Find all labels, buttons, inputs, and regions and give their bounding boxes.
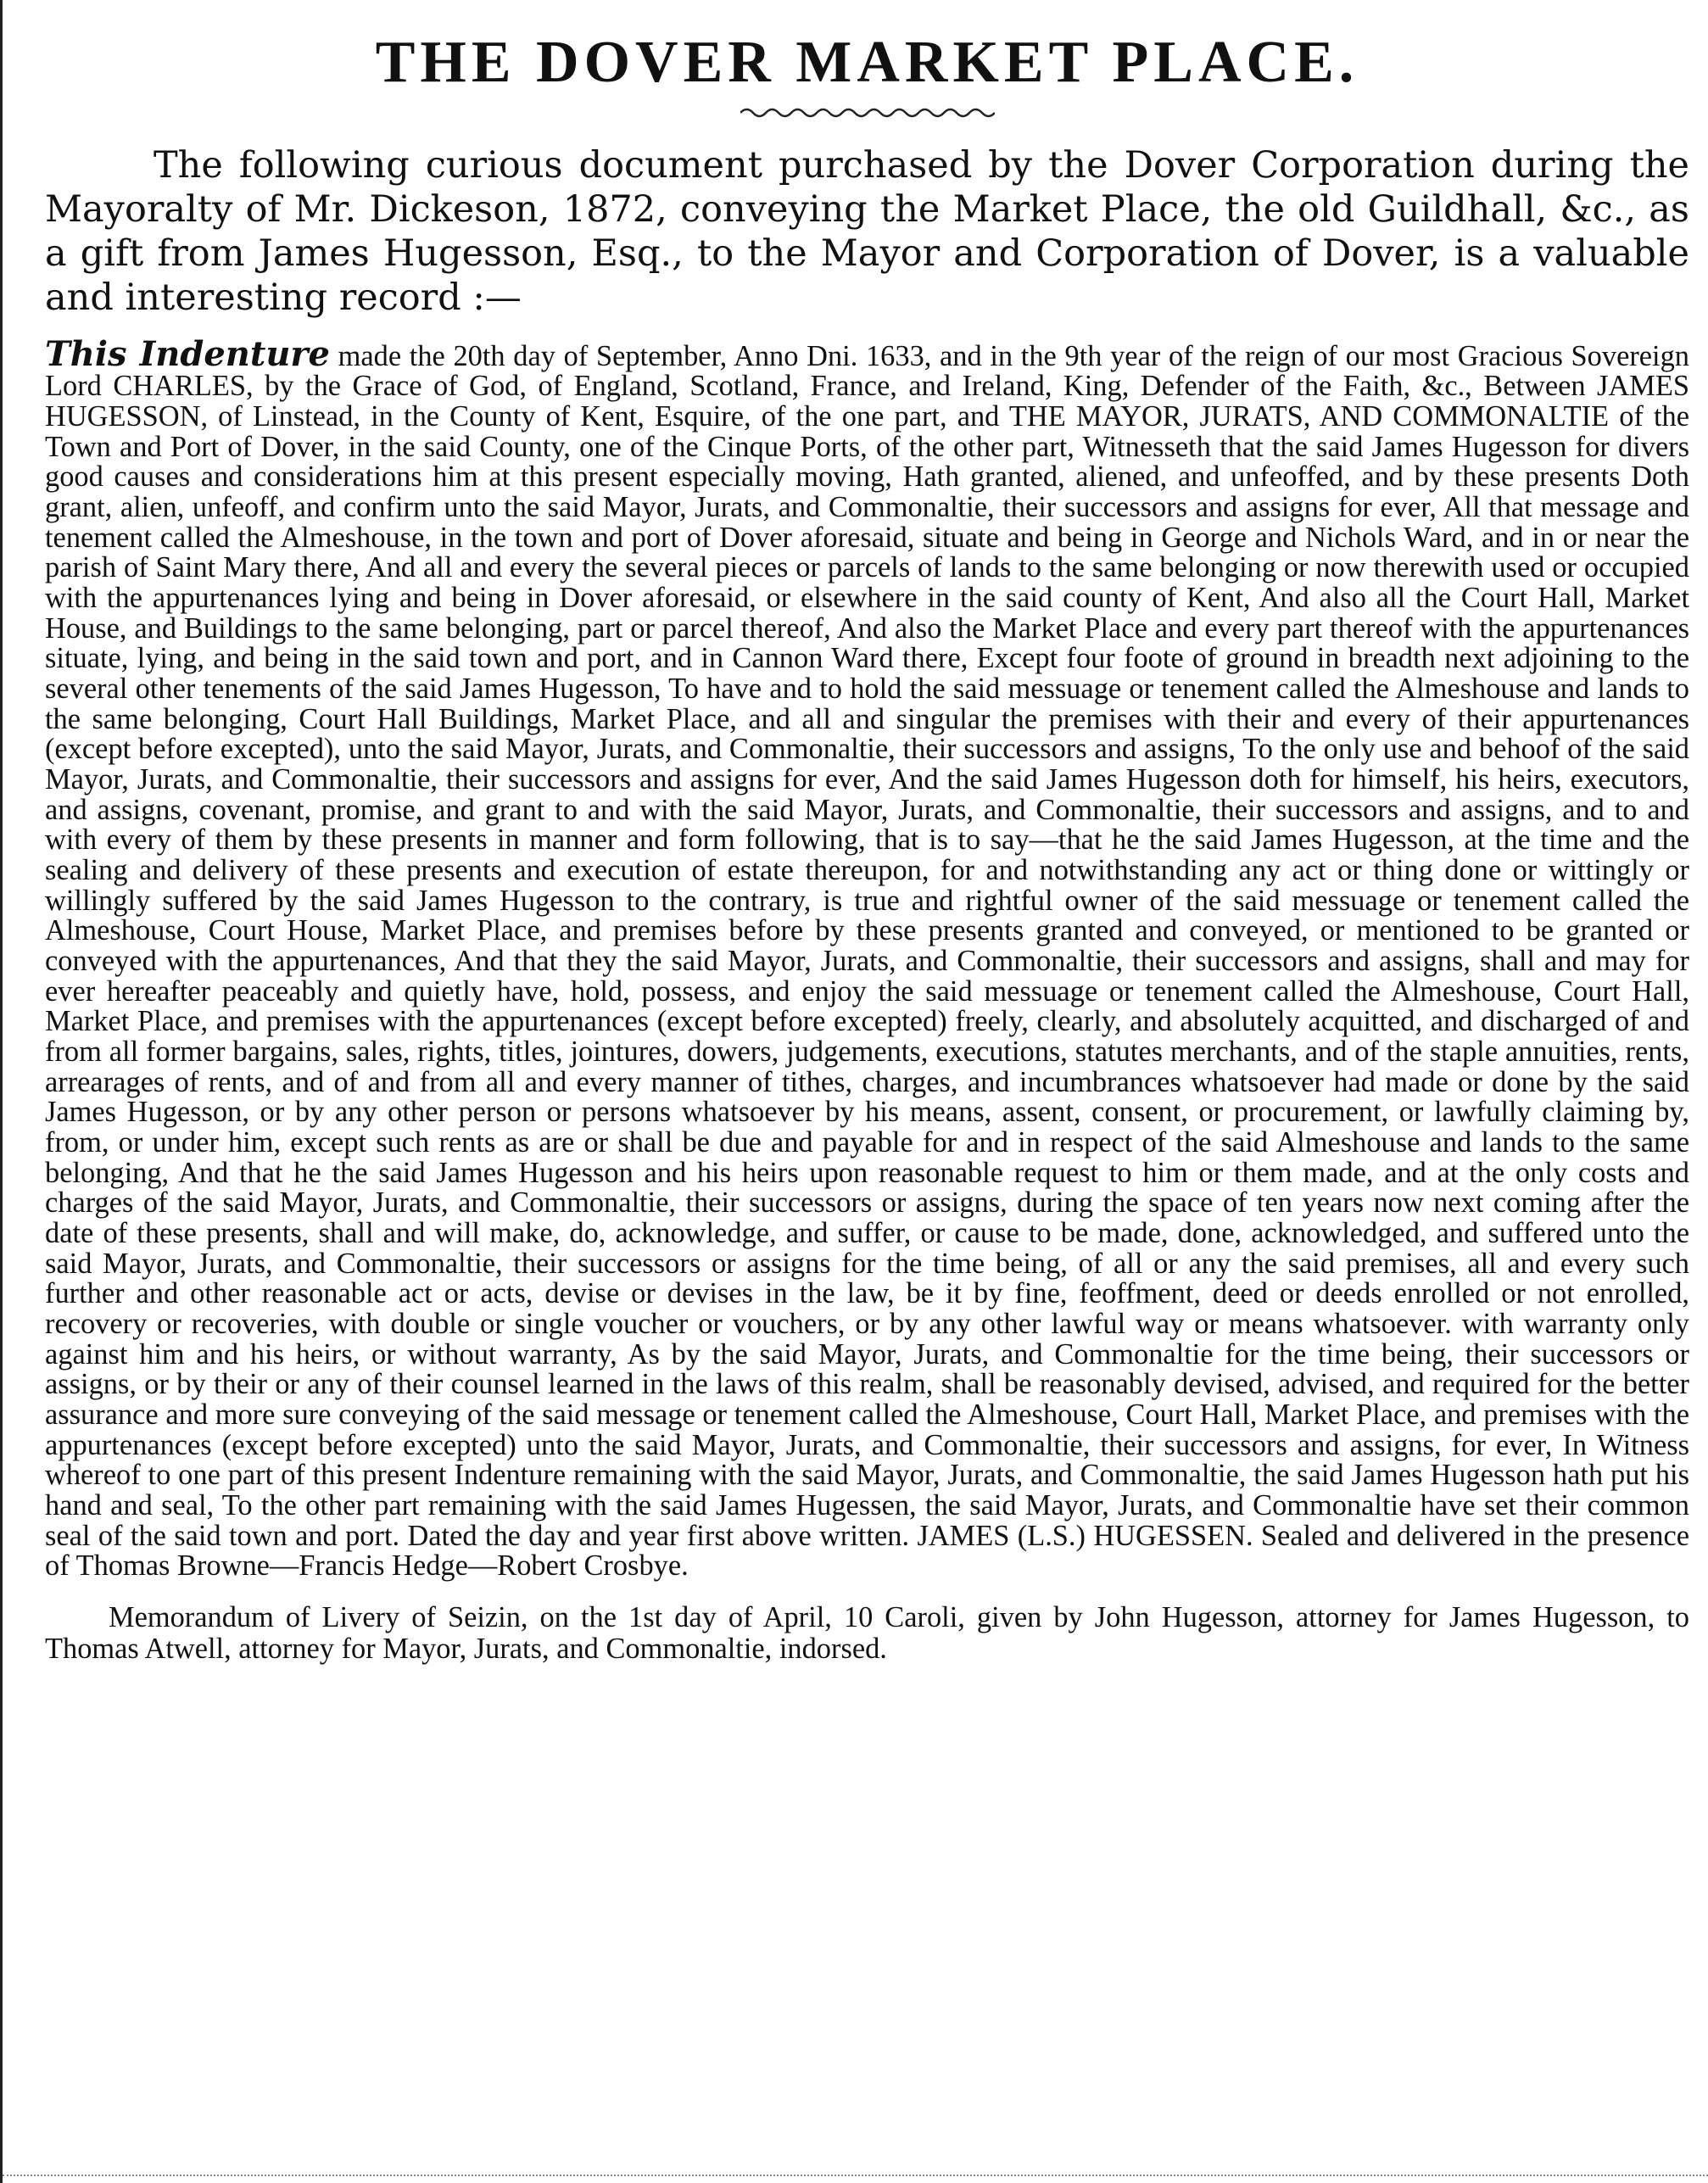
intro-paragraph: The following curious document purchased by the Dover Corporation during the Mayoralty of Mr. Dickeson, 1872, conveying the Market Place, the old Guildhall, &c., as a gift from James Hugesson, Esq., to the Mayor and Corporation of Dover, is a valuable and interesting record :— <box>45 143 1689 319</box>
memorandum-paragraph: Memorandum of Livery of Seizin, on the 1st day of April, 10 Caroli, given by John Hugesson, attorney for James Hugesson, to Thomas Atwell, attorney for Mayor, Jurats, and Commonaltie, indorsed. <box>45 1601 1689 1665</box>
article-title: THE DOVER MARKET PLACE. <box>375 30 1359 95</box>
title-ornament <box>740 106 995 120</box>
indenture-opening: This Indenture <box>45 333 330 374</box>
indenture-body: made the 20th day of September, Anno Dni. 1633, and in the 9th year of the reign of our most Gracious Sovereign Lord CHARLES, by the Grace of God, of England, Scotland, France, and Ireland, King, Defender of the Faith, &c., Between JAMES HUGESSON, of Linstead, in the County of Kent, Esquire, of the one part, and THE MAYOR, JURATS, AND COMMONALTIE of the Town and Port of Dover, in the said County, one of the Cinque Ports, of the other part, Witnesseth that the said James Hugesson for divers good causes and considerations him at this present especially moving, Hath granted, aliened, and unfeoffed, and by these presents Doth grant, alien, unfeoff, and confirm unto the said Mayor, Jurats, and Commonaltie, their successors and assigns for ever, All that message and tenement called the Almeshouse, in the town and port of Dover aforesaid, situate and being in George and Nichols Ward, and in or near the parish of Saint Mary there, And all and every the several pieces or parcels of lands to the same belonging or now therewith used or occupied with the appurtenances lying and being in Dover aforesaid, or elsewhere in the said county of Kent, And also all the Court Hall, Market House, and Buildings to the same belonging, part or parcel thereof, And also the Market Place and every part thereof with the appurtenances situate, lying, and being in the said town and port, and in Cannon Ward there, Except four foote of ground in breadth next adjoining to the several other tenements of the said James Hugesson, To have and to hold the said messuage or tenement called the Almeshouse and lands to the same belonging, Court Hall Buildings, Market Place, and all and singular the premises with their and every of their appurtenances (except before excepted), unto the said Mayor, Jurats, and Commonaltie, their successors and assigns, To the only use and behoof of the said Mayor, Jurats, and Commonaltie, their successors and assigns for ever, And the said James Hugesson doth for himself, his heirs, executors, and assigns, covenant, promise, and grant to and with the said Mayor, Jurats, and Commonaltie, their successors and assigns, and to and with every of them by these presents in manner and form following, that is to say—that he the said James Hugesson, at the time and the sealing and delivery of these presents and execution of estate thereupon, for and notwithstanding any act or thing done or wittingly or willingly suffered by the said James Hugesson to the contrary, is true and rightful owner of the said messuage or tenement called the Almeshouse, Court House, Market Place, and premises before by these presents granted and conveyed, or mentioned to be granted or conveyed with the appurtenances, And that they the said Mayor, Jurats, and Commonaltie, their successors and assigns, shall and may for ever hereafter peaceably and quietly have, hold, possess, and enjoy the said messuage or tenement called the Almeshouse, Court Hall, Market Place, and premises with the appurtenances (except before excepted) freely, clearly, and absolutely acquitted, and discharged of and from all former bargains, sales, rights, titles, jointures, dowers, judgements, executions, statutes merchants, and of the staple annuities, rents, arrearages of rents, and of and from all and every manner of tithes, charges, and incumbrances whatsoever had made or done by the said James Hugesson, or by any other person or persons whatsoever by his means, assent, consent, or procurement, or lawfully claiming by, from, or under him, except such rents as are or shall be due and payable for and in respect of the said Almeshouse and lands to the same belonging, And that he the said James Hugesson and his heirs upon reasonable request to him or them made, and at the only costs and charges of the said Mayor, Jurats, and Commonaltie, their successors or assigns, during the space of ten years now next coming after the date of these presents, shall and will make, do, acknowledge, and suffer, or cause to be made, done, acknowledged, and suffered unto the said Mayor, Jurats, and Commonaltie, their successors or assigns for the time being, of all or any the said premises, all and every such further and other reasonable act or acts, devise or devises in the law, be it by fine, feoffment, deed or deeds enrolled or not enrolled, recovery or recoveries, with double or single voucher or vouchers, or by any other lawful way or means whatsoever. with warranty only against him and his heirs, or without warranty, As by the said Mayor, Jurats, and Commonaltie for the time being, their successors or assigns, or by their or any of their counsel learned in the laws of this realm, shall be reasonably devised, advised, and required for the better assurance and more sure conveying of the said message or tenement called the Almeshouse, Court Hall, Market Place, and premises with the appurtenances (except before excepted) unto the said Mayor, Jurats, and Commonaltie, their successors and assigns, for ever, In Witness whereof to one part of this present Indenture remaining with the said Mayor, Jurats, and Commonaltie, the said James Hugesson hath put his hand and seal, To the other part remaining with the said James Hugessen, the said Mayor, Jurats, and Commonaltie have set their common seal of the said town and port. Dated the day and year first above written. JAMES (L.S.) HUGESSEN. Sealed and delivered in the presence of Thomas Browne—Francis Hedge—Robert Crosbye. <box>45 339 1689 1583</box>
indenture-text <box>45 333 1689 1583</box>
bottom-divider <box>3 2175 1708 2176</box>
